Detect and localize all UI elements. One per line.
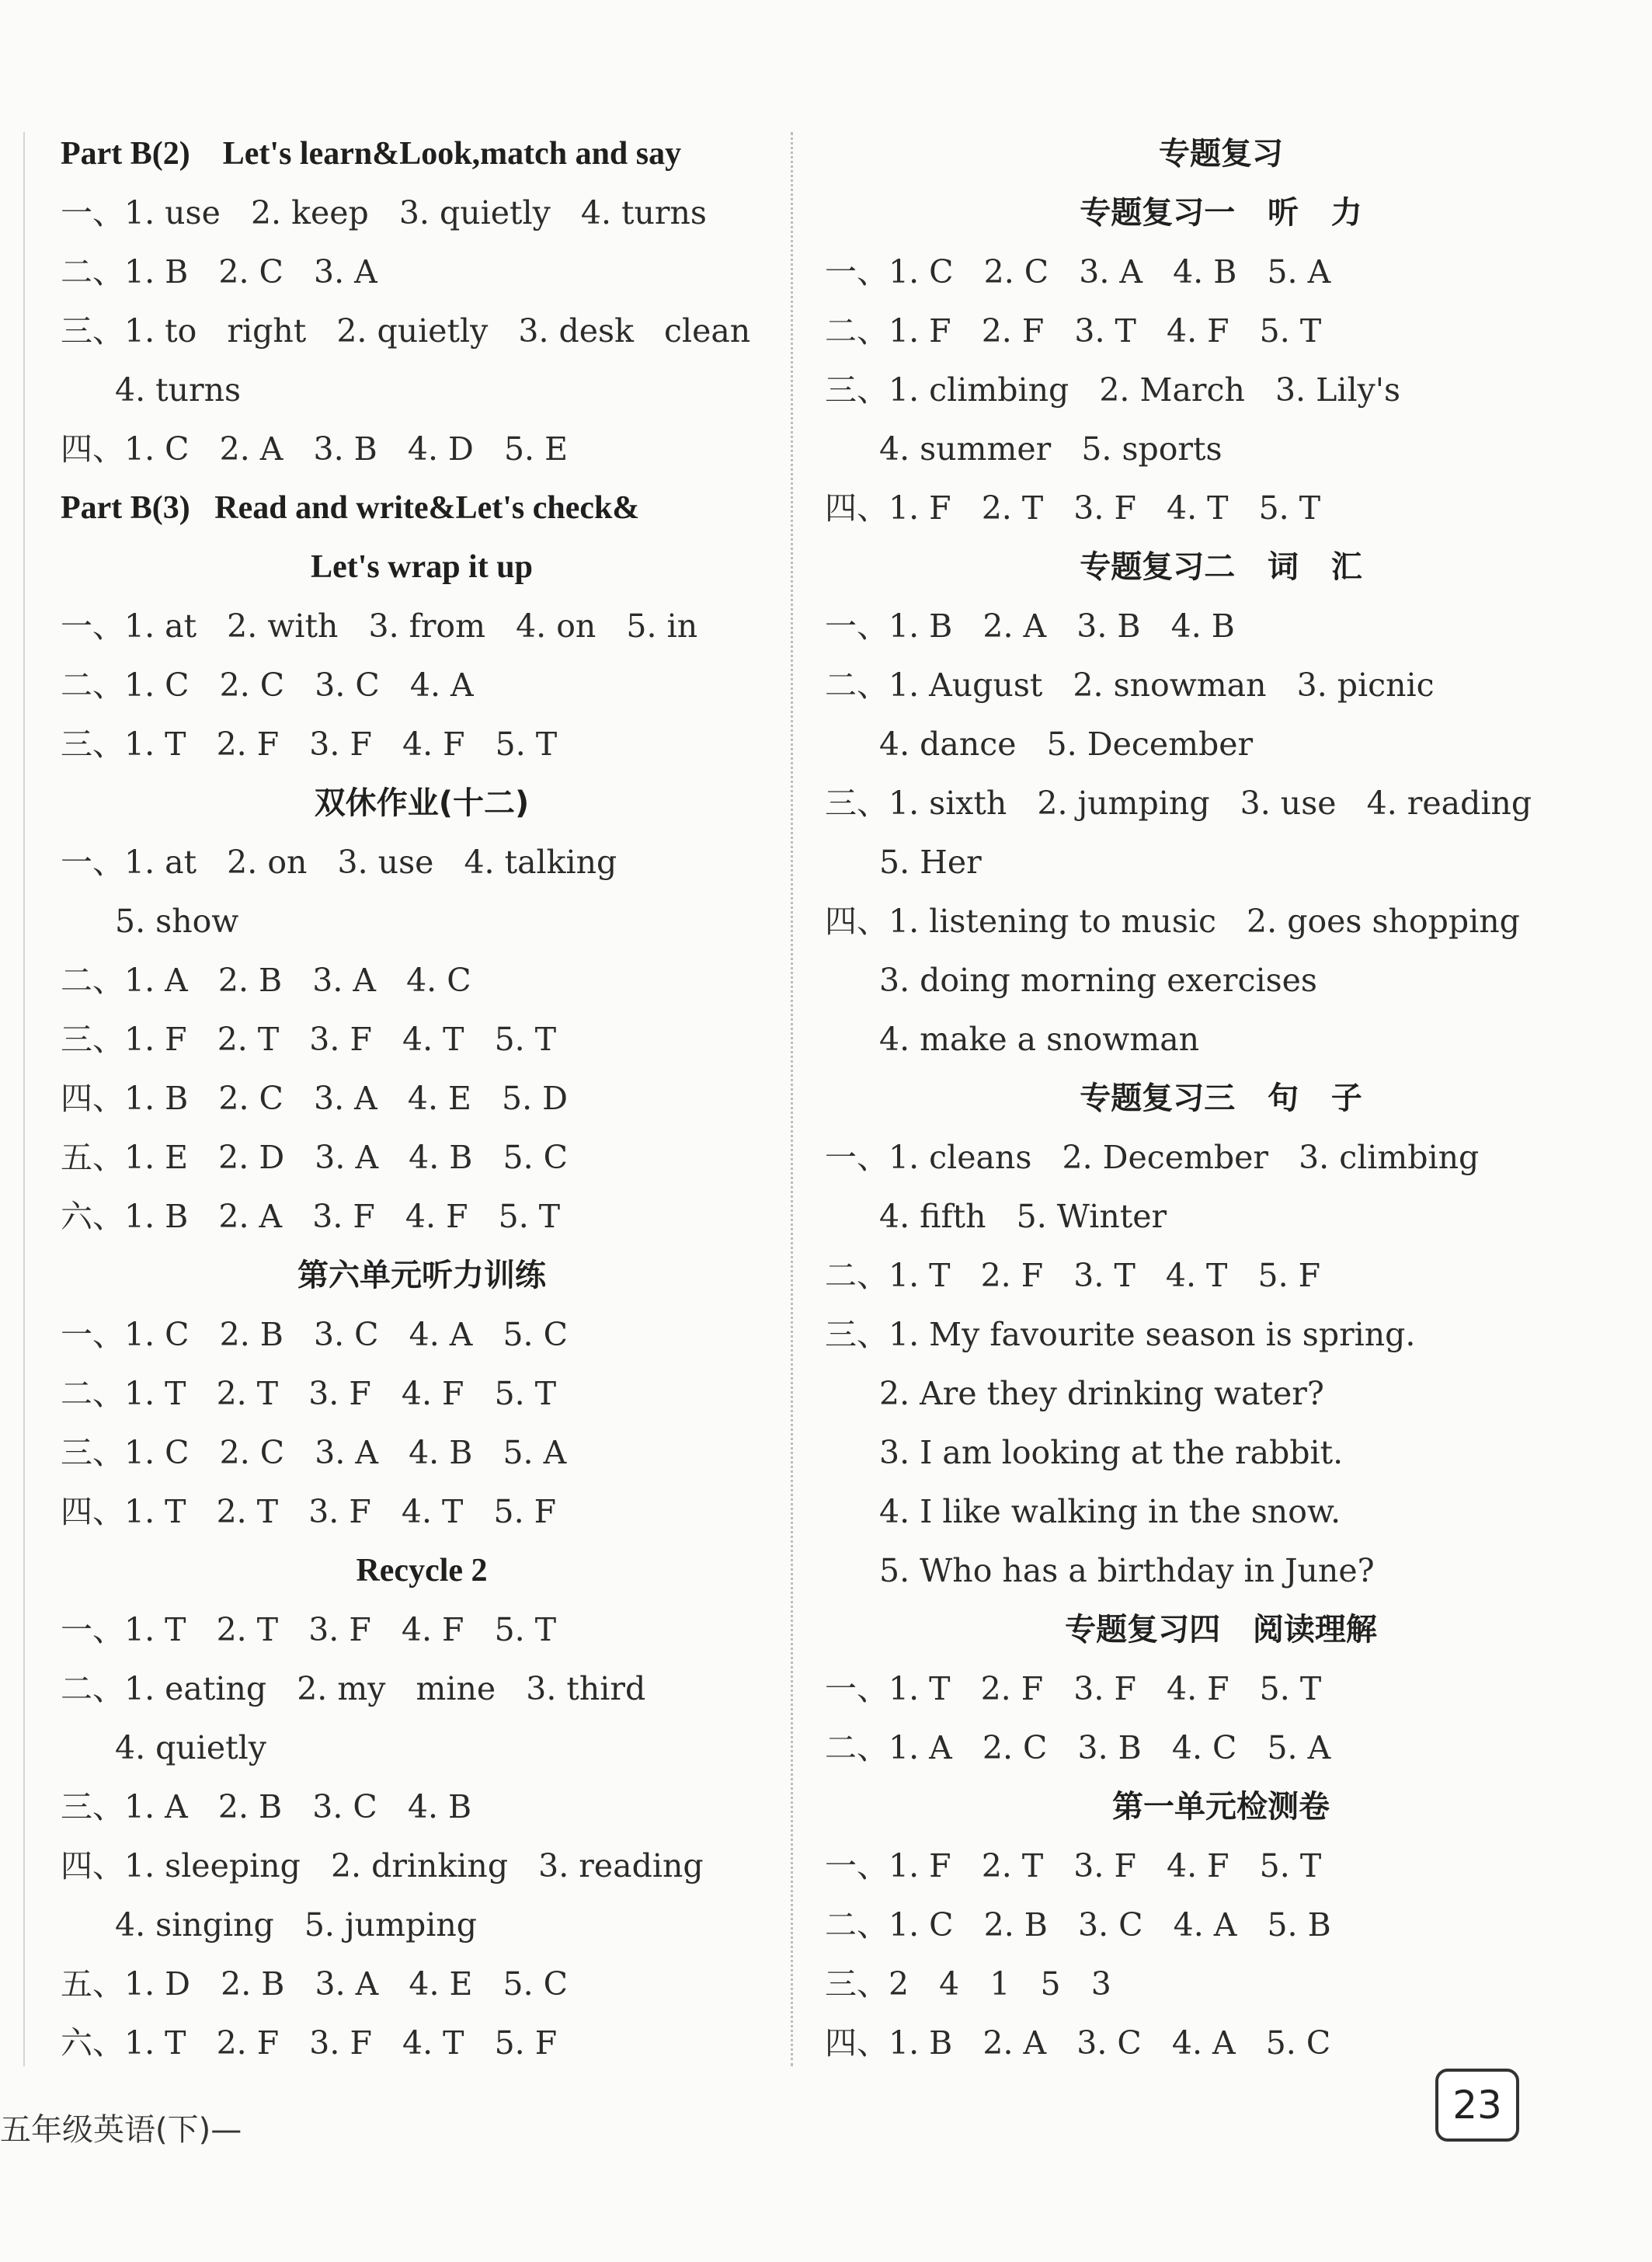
answer-line: 2. Are they drinking water? <box>879 1375 1324 1412</box>
section-heading: 专题复习 <box>1159 136 1283 172</box>
answer-line: 五、1. D 2. B 3. A 4. E 5. C <box>61 1965 569 2003</box>
answer-line: 一、1. T 2. T 3. F 4. F 5. T <box>61 1611 557 1648</box>
answer-line: 四、1. F 2. T 3. F 4. T 5. T <box>825 489 1321 527</box>
book-title: 五年级英语(下)— <box>0 2112 242 2148</box>
section-heading: Let's wrap it up <box>311 549 533 585</box>
answer-line: 4. dance 5. December <box>879 726 1254 763</box>
answer-line: 5. Who has a birthday in June? <box>879 1552 1375 1589</box>
answer-line: 一、1. C 2. C 3. A 4. B 5. A <box>825 253 1331 291</box>
section-heading: 专题复习二 词 汇 <box>1080 549 1362 585</box>
answer-line: 4. I like walking in the snow. <box>879 1493 1341 1530</box>
section-heading: 双休作业(十二) <box>314 785 530 821</box>
section-heading: Part B(3) Read and write&Let's check& <box>61 490 640 526</box>
column-divider <box>791 132 793 2066</box>
answer-line: 三、1. A 2. B 3. C 4. B <box>61 1788 472 1825</box>
answer-line: 一、1. B 2. A 3. B 4. B <box>825 607 1235 645</box>
answer-line: 二、1. C 2. C 3. C 4. A <box>61 666 474 704</box>
answer-line: 一、1. at 2. on 3. use 4. talking <box>61 844 617 881</box>
answer-line: 三、1. to right 2. quietly 3. desk clean <box>61 312 751 350</box>
answer-line: 一、1. C 2. B 3. C 4. A 5. C <box>61 1316 568 1353</box>
answer-line: 三、1. sixth 2. jumping 3. use 4. reading <box>825 785 1532 822</box>
answer-line: 三、1. C 2. C 3. A 4. B 5. A <box>61 1434 567 1471</box>
page-number: 23 <box>1435 2069 1519 2142</box>
answer-column-left <box>61 124 783 2072</box>
answer-line: 四、1. T 2. T 3. F 4. T 5. F <box>61 1493 557 1530</box>
answer-line: 一、1. at 2. with 3. from 4. on 5. in <box>61 607 698 645</box>
answer-line: 三、2 4 1 5 3 <box>825 1965 1111 2003</box>
answer-line: 二、1. A 2. B 3. A 4. C <box>61 962 471 999</box>
answer-line: 二、1. F 2. F 3. T 4. F 5. T <box>825 312 1322 350</box>
answer-line: 四、1. B 2. A 3. C 4. A 5. C <box>825 2024 1331 2062</box>
answer-column-right <box>825 124 1617 2072</box>
answer-line: 4. quietly <box>115 1729 266 1766</box>
answer-line: 六、1. T 2. F 3. F 4. T 5. F <box>61 2024 558 2062</box>
answer-line: 一、1. T 2. F 3. F 4. F 5. T <box>825 1670 1322 1707</box>
answer-line: 二、1. C 2. B 3. C 4. A 5. B <box>825 1906 1331 1944</box>
section-heading: 第六单元听力训练 <box>297 1258 546 1293</box>
answer-line: 三、1. T 2. F 3. F 4. F 5. T <box>61 726 558 763</box>
left-margin-rule <box>23 132 25 2066</box>
section-heading: 专题复习一 听 力 <box>1080 195 1362 231</box>
section-heading: 专题复习三 句 子 <box>1080 1081 1362 1116</box>
answer-line: 3. I am looking at the rabbit. <box>879 1434 1344 1471</box>
section-heading: Part B(2) Let's learn&Look,match and say <box>61 136 682 172</box>
answer-line: 5. Her <box>879 844 982 881</box>
answer-line: 一、1. use 2. keep 3. quietly 4. turns <box>61 194 707 231</box>
answer-line: 一、1. F 2. T 3. F 4. F 5. T <box>825 1847 1322 1884</box>
answer-line: 二、1. T 2. T 3. F 4. F 5. T <box>61 1375 557 1412</box>
section-heading: Recycle 2 <box>356 1553 488 1589</box>
answer-line: 五、1. E 2. D 3. A 4. B 5. C <box>61 1139 569 1176</box>
answer-line: 二、1. August 2. snowman 3. picnic <box>825 666 1435 704</box>
answer-line: 4. fifth 5. Winter <box>879 1198 1167 1235</box>
section-heading: 专题复习四 阅读理解 <box>1065 1612 1377 1648</box>
answer-line: 四、1. sleeping 2. drinking 3. reading <box>61 1847 704 1884</box>
answer-line: 三、1. climbing 2. March 3. Lily's <box>825 371 1401 409</box>
section-heading: 第一单元检测卷 <box>1112 1789 1330 1825</box>
answer-line: 四、1. listening to music 2. goes shopping <box>825 903 1520 940</box>
answer-line: 3. doing morning exercises <box>879 962 1317 999</box>
answer-line: 4. turns <box>115 371 242 409</box>
answer-line: 二、1. B 2. C 3. A <box>61 253 377 291</box>
answer-line: 三、1. My favourite season is spring. <box>825 1316 1416 1353</box>
answer-line: 四、1. C 2. A 3. B 4. D 5. E <box>61 430 569 468</box>
answer-line: 一、1. cleans 2. December 3. climbing <box>825 1139 1480 1176</box>
answer-line: 六、1. B 2. A 3. F 4. F 5. T <box>61 1198 561 1235</box>
answer-line: 二、1. eating 2. my mine 3. third <box>61 1670 646 1707</box>
answer-line: 三、1. F 2. T 3. F 4. T 5. T <box>61 1021 557 1058</box>
answer-line: 5. show <box>115 903 239 940</box>
answer-line: 二、1. A 2. C 3. B 4. C 5. A <box>825 1729 1331 1766</box>
answer-line: 二、1. T 2. F 3. T 4. T 5. F <box>825 1257 1321 1294</box>
answer-line: 4. singing 5. jumping <box>115 1906 477 1944</box>
answer-line: 4. summer 5. sports <box>879 430 1222 468</box>
answer-line: 4. make a snowman <box>879 1021 1200 1058</box>
answer-line: 四、1. B 2. C 3. A 4. E 5. D <box>61 1080 569 1117</box>
